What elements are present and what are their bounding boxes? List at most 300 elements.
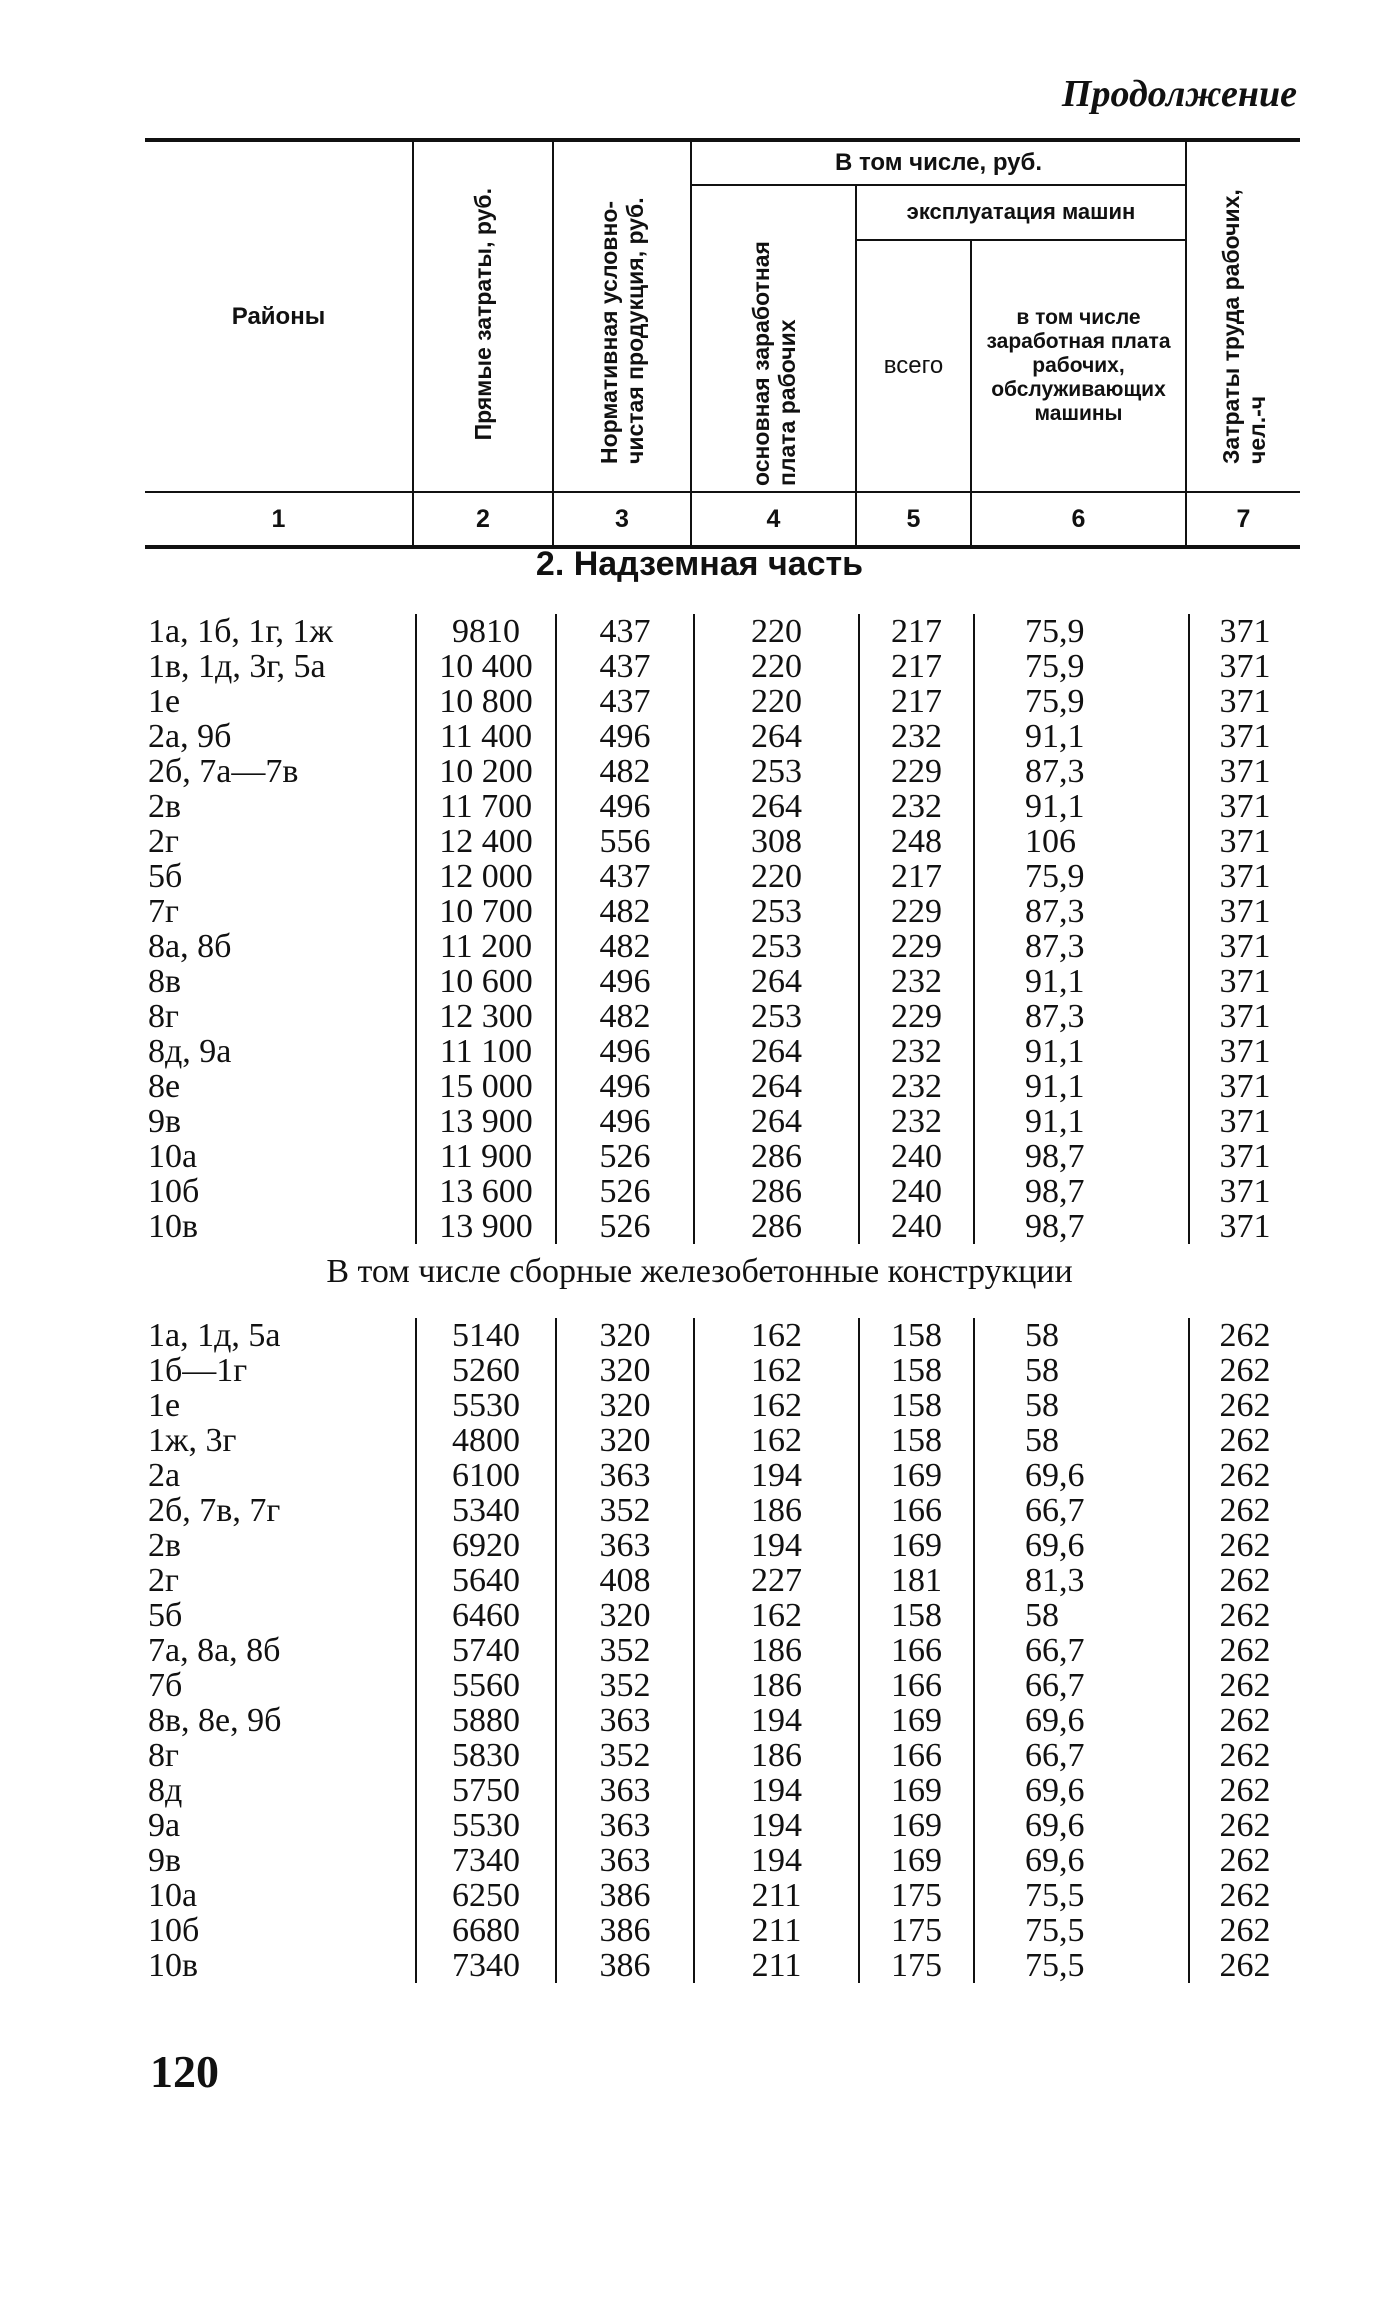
cell-machine-total: 217 bbox=[859, 684, 974, 719]
cell-direct-costs: 11 400 bbox=[416, 719, 556, 754]
cell-machine-total: 175 bbox=[859, 1878, 974, 1913]
cell-region: 8е bbox=[148, 1068, 181, 1105]
cell-normative-output: 320 bbox=[556, 1388, 694, 1423]
cell-machine-total: 240 bbox=[859, 1139, 974, 1174]
table-row bbox=[148, 999, 1300, 1034]
cell-region: 1е bbox=[148, 683, 181, 720]
cell-region: 1ж, 3г bbox=[148, 1422, 237, 1459]
table-precast bbox=[148, 1318, 1300, 1983]
cell-direct-costs: 5530 bbox=[416, 1808, 556, 1843]
cell-labor: 371 bbox=[1189, 719, 1300, 754]
cell-labor: 371 bbox=[1189, 1174, 1300, 1209]
header-machine-operation: эксплуатация машин bbox=[856, 185, 1186, 240]
cell-region: 10в bbox=[148, 1947, 199, 1984]
cell-normative-output: 352 bbox=[556, 1493, 694, 1528]
cell-labor: 371 bbox=[1189, 1034, 1300, 1069]
cell-machine-total: 229 bbox=[859, 929, 974, 964]
cell-direct-costs: 6100 bbox=[416, 1458, 556, 1493]
cell-labor: 262 bbox=[1189, 1703, 1300, 1738]
cell-labor: 371 bbox=[1189, 929, 1300, 964]
header-num-5: 5 bbox=[856, 492, 971, 547]
cell-direct-costs: 13 600 bbox=[416, 1174, 556, 1209]
cell-labor: 371 bbox=[1189, 824, 1300, 859]
cell-normative-output: 363 bbox=[556, 1843, 694, 1878]
table-row bbox=[148, 1598, 1300, 1633]
header-num-6: 6 bbox=[971, 492, 1186, 547]
cell-machine-total: 158 bbox=[859, 1388, 974, 1423]
cell-machine-total: 229 bbox=[859, 999, 974, 1034]
page-number: 120 bbox=[150, 2046, 219, 2097]
cell-normative-output: 320 bbox=[556, 1598, 694, 1633]
header-direct-costs: Прямые затраты, руб. bbox=[413, 140, 553, 492]
cell-machine-wage: 106 bbox=[974, 824, 1189, 859]
cell-base-wage: 264 bbox=[694, 964, 859, 999]
cell-machine-total: 169 bbox=[859, 1773, 974, 1808]
cell-normative-output: 386 bbox=[556, 1948, 694, 1983]
header-regions: Районы bbox=[145, 140, 413, 492]
cell-base-wage: 220 bbox=[694, 649, 859, 684]
table-row bbox=[148, 1668, 1300, 1703]
cell-normative-output: 496 bbox=[556, 1104, 694, 1139]
cell-normative-output: 363 bbox=[556, 1773, 694, 1808]
cell-base-wage: 194 bbox=[694, 1773, 859, 1808]
cell-region: 2г bbox=[148, 1562, 179, 1599]
cell-machine-wage: 69,6 bbox=[974, 1458, 1189, 1493]
table-row bbox=[148, 1388, 1300, 1423]
cell-base-wage: 186 bbox=[694, 1668, 859, 1703]
cell-base-wage: 211 bbox=[694, 1913, 859, 1948]
cell-labor: 262 bbox=[1189, 1388, 1300, 1423]
table-row bbox=[148, 1209, 1300, 1244]
cell-direct-costs: 11 900 bbox=[416, 1139, 556, 1174]
cell-labor: 262 bbox=[1189, 1633, 1300, 1668]
cell-machine-total: 166 bbox=[859, 1668, 974, 1703]
cell-base-wage: 286 bbox=[694, 1139, 859, 1174]
cell-labor: 262 bbox=[1189, 1423, 1300, 1458]
cell-normative-output: 437 bbox=[556, 649, 694, 684]
cell-machine-wage: 98,7 bbox=[974, 1139, 1189, 1174]
cell-direct-costs: 13 900 bbox=[416, 1104, 556, 1139]
cell-direct-costs: 5880 bbox=[416, 1703, 556, 1738]
cell-base-wage: 264 bbox=[694, 789, 859, 824]
cell-labor: 371 bbox=[1189, 614, 1300, 649]
cell-labor: 371 bbox=[1189, 859, 1300, 894]
cell-region: 9в bbox=[148, 1103, 182, 1140]
cell-base-wage: 264 bbox=[694, 1034, 859, 1069]
cell-machine-wage: 69,6 bbox=[974, 1773, 1189, 1808]
header-wage-machine: в том числе заработная плата рабочих, обслуживающих машины bbox=[971, 240, 1186, 492]
header-base-wage: основная заработная плата рабочих bbox=[691, 185, 856, 492]
cell-normative-output: 437 bbox=[556, 859, 694, 894]
cell-direct-costs: 7340 bbox=[416, 1843, 556, 1878]
cell-normative-output: 526 bbox=[556, 1174, 694, 1209]
cell-labor: 262 bbox=[1189, 1843, 1300, 1878]
cell-direct-costs: 11 200 bbox=[416, 929, 556, 964]
cell-machine-wage: 58 bbox=[974, 1423, 1189, 1458]
cell-machine-total: 217 bbox=[859, 614, 974, 649]
cell-machine-total: 232 bbox=[859, 719, 974, 754]
cell-labor: 371 bbox=[1189, 894, 1300, 929]
cell-base-wage: 186 bbox=[694, 1493, 859, 1528]
cell-machine-wage: 91,1 bbox=[974, 719, 1189, 754]
cell-normative-output: 363 bbox=[556, 1703, 694, 1738]
cell-normative-output: 320 bbox=[556, 1353, 694, 1388]
cell-direct-costs: 6920 bbox=[416, 1528, 556, 1563]
cell-base-wage: 264 bbox=[694, 1104, 859, 1139]
cell-machine-total: 229 bbox=[859, 754, 974, 789]
cell-labor: 371 bbox=[1189, 789, 1300, 824]
cell-region: 2в bbox=[148, 1527, 182, 1564]
table-row bbox=[148, 754, 1300, 789]
cell-region: 10в bbox=[148, 1208, 199, 1245]
cell-machine-total: 166 bbox=[859, 1493, 974, 1528]
cell-region: 5б bbox=[148, 1597, 183, 1634]
cell-direct-costs: 5750 bbox=[416, 1773, 556, 1808]
cell-machine-wage: 75,9 bbox=[974, 859, 1189, 894]
table-row bbox=[148, 1633, 1300, 1668]
header-num-7: 7 bbox=[1186, 492, 1300, 547]
cell-labor: 262 bbox=[1189, 1913, 1300, 1948]
cell-labor: 262 bbox=[1189, 1878, 1300, 1913]
cell-machine-wage: 69,6 bbox=[974, 1843, 1189, 1878]
table-row bbox=[148, 1034, 1300, 1069]
cell-region: 8г bbox=[148, 998, 179, 1035]
cell-normative-output: 482 bbox=[556, 754, 694, 789]
cell-base-wage: 253 bbox=[694, 894, 859, 929]
cell-region: 1а, 1б, 1г, 1ж bbox=[148, 613, 333, 650]
cell-labor: 371 bbox=[1189, 1209, 1300, 1244]
cell-region: 1б—1г bbox=[148, 1352, 248, 1389]
cell-direct-costs: 10 700 bbox=[416, 894, 556, 929]
cell-machine-total: 240 bbox=[859, 1209, 974, 1244]
cell-machine-wage: 75,9 bbox=[974, 684, 1189, 719]
cell-direct-costs: 12 400 bbox=[416, 824, 556, 859]
cell-labor: 262 bbox=[1189, 1808, 1300, 1843]
cell-labor: 262 bbox=[1189, 1773, 1300, 1808]
cell-labor: 262 bbox=[1189, 1598, 1300, 1633]
cell-region: 9а bbox=[148, 1807, 181, 1844]
cell-machine-wage: 91,1 bbox=[974, 1104, 1189, 1139]
continuation-label: Продолжение bbox=[1061, 73, 1297, 115]
cell-normative-output: 320 bbox=[556, 1318, 694, 1353]
cell-base-wage: 194 bbox=[694, 1458, 859, 1493]
cell-direct-costs: 11 100 bbox=[416, 1034, 556, 1069]
cell-machine-total: 158 bbox=[859, 1598, 974, 1633]
cell-normative-output: 496 bbox=[556, 789, 694, 824]
cell-labor: 262 bbox=[1189, 1738, 1300, 1773]
cell-machine-wage: 87,3 bbox=[974, 754, 1189, 789]
cell-machine-wage: 75,5 bbox=[974, 1913, 1189, 1948]
cell-base-wage: 253 bbox=[694, 999, 859, 1034]
cell-normative-output: 482 bbox=[556, 929, 694, 964]
header-numbers-row bbox=[145, 492, 1300, 547]
cell-labor: 262 bbox=[1189, 1948, 1300, 1983]
cell-machine-wage: 75,9 bbox=[974, 649, 1189, 684]
cell-region: 7а, 8а, 8б bbox=[148, 1632, 281, 1669]
section-title-precast: В том числе сборные железобетонные конструкции bbox=[326, 1253, 1073, 1290]
cell-direct-costs: 5140 bbox=[416, 1318, 556, 1353]
cell-region: 8в, 8е, 9б bbox=[148, 1702, 282, 1739]
table-row bbox=[148, 649, 1300, 684]
cell-direct-costs: 11 700 bbox=[416, 789, 556, 824]
cell-normative-output: 363 bbox=[556, 1808, 694, 1843]
cell-machine-total: 217 bbox=[859, 649, 974, 684]
cell-base-wage: 220 bbox=[694, 859, 859, 894]
cell-labor: 262 bbox=[1189, 1493, 1300, 1528]
cell-direct-costs: 5640 bbox=[416, 1563, 556, 1598]
cell-normative-output: 352 bbox=[556, 1633, 694, 1668]
cell-direct-costs: 4800 bbox=[416, 1423, 556, 1458]
cell-region: 8д, 9а bbox=[148, 1033, 232, 1070]
cell-labor: 262 bbox=[1189, 1318, 1300, 1353]
cell-machine-wage: 87,3 bbox=[974, 894, 1189, 929]
header-including-group: В том числе, руб. bbox=[691, 140, 1186, 185]
cell-region: 2б, 7в, 7г bbox=[148, 1492, 281, 1529]
cell-labor: 262 bbox=[1189, 1528, 1300, 1563]
cell-base-wage: 194 bbox=[694, 1843, 859, 1878]
cell-machine-wage: 87,3 bbox=[974, 999, 1189, 1034]
cell-normative-output: 363 bbox=[556, 1458, 694, 1493]
cell-base-wage: 162 bbox=[694, 1388, 859, 1423]
header-normative-output: Нормативная условно-чистая продукция, руб. bbox=[553, 140, 691, 492]
cell-normative-output: 496 bbox=[556, 1034, 694, 1069]
table-row bbox=[148, 719, 1300, 754]
header-num-1: 1 bbox=[271, 504, 286, 533]
table-row bbox=[148, 1493, 1300, 1528]
cell-base-wage: 253 bbox=[694, 929, 859, 964]
table-row bbox=[148, 1773, 1300, 1808]
cell-machine-wage: 66,7 bbox=[974, 1493, 1189, 1528]
cell-direct-costs: 10 800 bbox=[416, 684, 556, 719]
cell-labor: 371 bbox=[1189, 1139, 1300, 1174]
cell-machine-total: 169 bbox=[859, 1808, 974, 1843]
cell-direct-costs: 5830 bbox=[416, 1738, 556, 1773]
cell-normative-output: 482 bbox=[556, 999, 694, 1034]
cell-base-wage: 227 bbox=[694, 1563, 859, 1598]
cell-direct-costs: 5530 bbox=[416, 1388, 556, 1423]
cell-direct-costs: 12 000 bbox=[416, 859, 556, 894]
table-row bbox=[148, 614, 1300, 649]
cell-machine-wage: 66,7 bbox=[974, 1668, 1189, 1703]
table-row bbox=[148, 859, 1300, 894]
cell-labor: 371 bbox=[1189, 999, 1300, 1034]
cell-region: 7г bbox=[148, 893, 179, 930]
cell-base-wage: 186 bbox=[694, 1738, 859, 1773]
header-num-3: 3 bbox=[553, 492, 691, 547]
cell-region: 1а, 1д, 5а bbox=[148, 1317, 281, 1354]
cell-region: 2б, 7а—7в bbox=[148, 753, 299, 790]
cell-machine-total: 217 bbox=[859, 859, 974, 894]
cell-labor: 371 bbox=[1189, 964, 1300, 999]
cell-region: 8г bbox=[148, 1737, 179, 1774]
cell-base-wage: 264 bbox=[694, 1069, 859, 1104]
cell-machine-wage: 58 bbox=[974, 1353, 1189, 1388]
cell-machine-total: 181 bbox=[859, 1563, 974, 1598]
cell-machine-total: 232 bbox=[859, 1034, 974, 1069]
cell-direct-costs: 15 000 bbox=[416, 1069, 556, 1104]
cell-machine-wage: 81,3 bbox=[974, 1563, 1189, 1598]
cell-direct-costs: 12 300 bbox=[416, 999, 556, 1034]
cell-machine-total: 240 bbox=[859, 1174, 974, 1209]
cell-machine-total: 232 bbox=[859, 964, 974, 999]
cell-region: 2а bbox=[148, 1457, 181, 1494]
section-title-aboveground: 2. Надземная часть bbox=[535, 545, 864, 583]
cell-machine-wage: 69,6 bbox=[974, 1808, 1189, 1843]
cell-region: 2а, 9б bbox=[148, 718, 232, 755]
cell-machine-wage: 91,1 bbox=[974, 964, 1189, 999]
cell-machine-wage: 98,7 bbox=[974, 1209, 1189, 1244]
table-row bbox=[148, 1913, 1300, 1948]
cell-base-wage: 162 bbox=[694, 1318, 859, 1353]
table-row bbox=[148, 1069, 1300, 1104]
cell-normative-output: 482 bbox=[556, 894, 694, 929]
cell-machine-total: 232 bbox=[859, 1104, 974, 1139]
cell-direct-costs: 5560 bbox=[416, 1668, 556, 1703]
cell-labor: 371 bbox=[1189, 754, 1300, 789]
cell-labor: 262 bbox=[1189, 1353, 1300, 1388]
cell-machine-wage: 58 bbox=[974, 1318, 1189, 1353]
cell-direct-costs: 10 600 bbox=[416, 964, 556, 999]
cell-base-wage: 211 bbox=[694, 1878, 859, 1913]
cell-machine-wage: 98,7 bbox=[974, 1174, 1189, 1209]
cell-machine-total: 169 bbox=[859, 1458, 974, 1493]
cell-base-wage: 186 bbox=[694, 1633, 859, 1668]
cell-machine-wage: 75,9 bbox=[974, 614, 1189, 649]
cell-machine-wage: 91,1 bbox=[974, 789, 1189, 824]
cell-base-wage: 253 bbox=[694, 754, 859, 789]
table-row bbox=[148, 894, 1300, 929]
cell-machine-total: 175 bbox=[859, 1913, 974, 1948]
cell-direct-costs: 5260 bbox=[416, 1353, 556, 1388]
cell-direct-costs: 10 400 bbox=[416, 649, 556, 684]
cell-machine-wage: 91,1 bbox=[974, 1069, 1189, 1104]
table-row bbox=[148, 1139, 1300, 1174]
cell-normative-output: 352 bbox=[556, 1668, 694, 1703]
cell-machine-total: 169 bbox=[859, 1528, 974, 1563]
cell-normative-output: 386 bbox=[556, 1878, 694, 1913]
cell-direct-costs: 5340 bbox=[416, 1493, 556, 1528]
cell-base-wage: 220 bbox=[694, 684, 859, 719]
cell-machine-total: 158 bbox=[859, 1423, 974, 1458]
cell-direct-costs: 5740 bbox=[416, 1633, 556, 1668]
cell-machine-wage: 91,1 bbox=[974, 1034, 1189, 1069]
cell-base-wage: 194 bbox=[694, 1808, 859, 1843]
table-row bbox=[148, 1458, 1300, 1493]
header-labor: Затраты труда рабочих, чел.-ч bbox=[1186, 140, 1300, 492]
header-num-4: 4 bbox=[691, 492, 856, 547]
cell-labor: 262 bbox=[1189, 1458, 1300, 1493]
cell-base-wage: 194 bbox=[694, 1703, 859, 1738]
cell-machine-total: 175 bbox=[859, 1948, 974, 1983]
cell-region: 7б bbox=[148, 1667, 183, 1704]
cell-region: 2в bbox=[148, 788, 182, 825]
table-row bbox=[148, 1703, 1300, 1738]
cell-machine-total: 166 bbox=[859, 1738, 974, 1773]
cell-machine-wage: 58 bbox=[974, 1598, 1189, 1633]
cell-machine-wage: 87,3 bbox=[974, 929, 1189, 964]
cell-normative-output: 320 bbox=[556, 1423, 694, 1458]
table-row bbox=[148, 1353, 1300, 1388]
cell-labor: 262 bbox=[1189, 1563, 1300, 1598]
cell-machine-total: 232 bbox=[859, 789, 974, 824]
table-row bbox=[148, 1104, 1300, 1139]
cell-labor: 371 bbox=[1189, 684, 1300, 719]
cell-region: 1в, 1д, 3г, 5а bbox=[148, 648, 326, 685]
cell-base-wage: 286 bbox=[694, 1174, 859, 1209]
table-row bbox=[148, 1318, 1300, 1353]
cell-machine-total: 158 bbox=[859, 1318, 974, 1353]
table-row bbox=[148, 789, 1300, 824]
cell-direct-costs: 7340 bbox=[416, 1948, 556, 1983]
cell-base-wage: 308 bbox=[694, 824, 859, 859]
cell-machine-wage: 69,6 bbox=[974, 1528, 1189, 1563]
table-row bbox=[148, 1948, 1300, 1983]
cell-region: 9в bbox=[148, 1842, 182, 1879]
cell-machine-total: 248 bbox=[859, 824, 974, 859]
cell-normative-output: 496 bbox=[556, 1069, 694, 1104]
cell-base-wage: 220 bbox=[694, 614, 859, 649]
cell-base-wage: 162 bbox=[694, 1353, 859, 1388]
cell-machine-total: 166 bbox=[859, 1633, 974, 1668]
table-row bbox=[148, 1878, 1300, 1913]
table-aboveground bbox=[148, 614, 1300, 1244]
header-total: всего bbox=[856, 240, 971, 492]
table-row bbox=[148, 1174, 1300, 1209]
cell-labor: 371 bbox=[1189, 1104, 1300, 1139]
table-row bbox=[148, 684, 1300, 719]
cell-machine-total: 169 bbox=[859, 1703, 974, 1738]
cell-region: 2г bbox=[148, 823, 179, 860]
cell-normative-output: 556 bbox=[556, 824, 694, 859]
table-row bbox=[148, 964, 1300, 999]
cell-machine-wage: 66,7 bbox=[974, 1738, 1189, 1773]
cell-normative-output: 352 bbox=[556, 1738, 694, 1773]
cell-region: 1е bbox=[148, 1387, 181, 1424]
cell-machine-total: 232 bbox=[859, 1069, 974, 1104]
cell-region: 8в bbox=[148, 963, 182, 1000]
cell-machine-wage: 58 bbox=[974, 1388, 1189, 1423]
header-num-2: 2 bbox=[413, 492, 553, 547]
cell-base-wage: 286 bbox=[694, 1209, 859, 1244]
cell-region: 10а bbox=[148, 1877, 198, 1914]
cell-region: 10б bbox=[148, 1173, 200, 1210]
cell-direct-costs: 9810 bbox=[416, 614, 556, 649]
cell-region: 8д bbox=[148, 1772, 183, 1809]
cell-direct-costs: 6460 bbox=[416, 1598, 556, 1633]
table-row bbox=[148, 824, 1300, 859]
table-row bbox=[148, 1528, 1300, 1563]
cell-machine-total: 169 bbox=[859, 1843, 974, 1878]
cell-normative-output: 363 bbox=[556, 1528, 694, 1563]
cell-normative-output: 386 bbox=[556, 1913, 694, 1948]
cell-machine-wage: 66,7 bbox=[974, 1633, 1189, 1668]
cell-normative-output: 437 bbox=[556, 684, 694, 719]
cell-machine-wage: 69,6 bbox=[974, 1703, 1189, 1738]
cell-base-wage: 162 bbox=[694, 1598, 859, 1633]
cell-region: 8а, 8б bbox=[148, 928, 232, 965]
cell-direct-costs: 10 200 bbox=[416, 754, 556, 789]
cell-normative-output: 496 bbox=[556, 964, 694, 999]
cell-normative-output: 526 bbox=[556, 1209, 694, 1244]
cell-base-wage: 211 bbox=[694, 1948, 859, 1983]
cell-region: 5б bbox=[148, 858, 183, 895]
cell-normative-output: 496 bbox=[556, 719, 694, 754]
table-row bbox=[148, 1738, 1300, 1773]
cell-labor: 262 bbox=[1189, 1668, 1300, 1703]
cell-region: 10а bbox=[148, 1138, 198, 1175]
table-row bbox=[148, 1808, 1300, 1843]
cell-base-wage: 264 bbox=[694, 719, 859, 754]
